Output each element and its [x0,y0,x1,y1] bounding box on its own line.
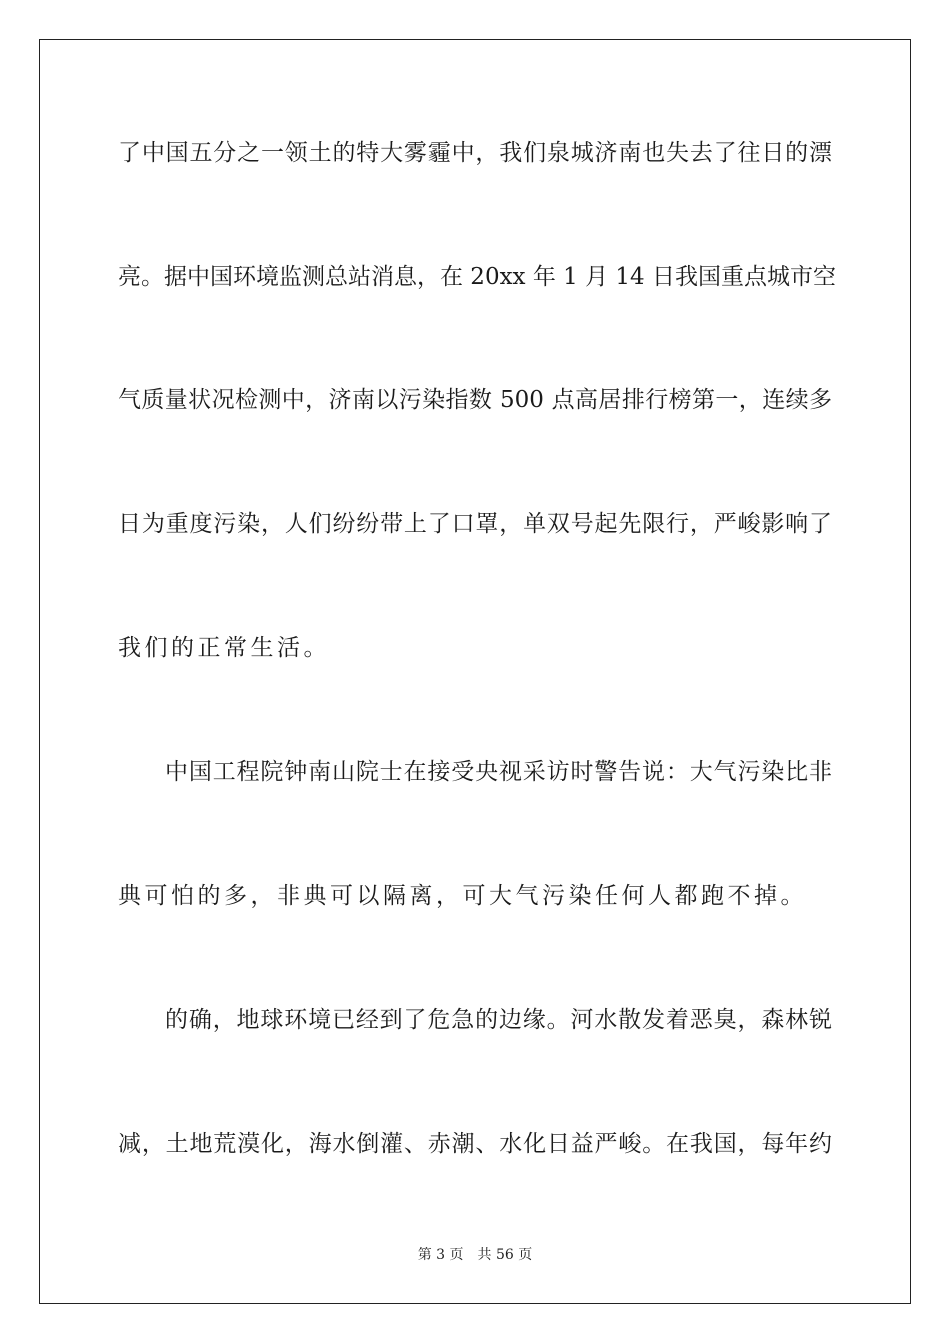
paragraph-first-line: 的确，地球环境已经到了危急的边缘。河水散发着恶臭，森林锐 [165,1007,832,1033]
text-line: 典可怕的多，非典可以隔离，可大气污染任何人都跑不掉。 [118,883,807,909]
page-total: 共 56 页 [477,1247,533,1263]
text-line: 了中国五分之一领土的特大雾霾中，我们泉城济南也失去了往日的漂 [118,140,832,166]
text-line: 日为重度污染，人们纷纷带上了口罩，单双号起先限行，严峻影响了 [118,511,832,537]
page-border [39,39,911,1304]
text-line: 减，土地荒漠化，海水倒灌、赤潮、水化日益严峻。在我国，每年约 [118,1131,832,1157]
text-line: 气质量状况检测中，济南以污染指数 500 点高居排行榜第一，连续多 [118,387,832,413]
paragraph-first-line: 中国工程院钟南山院士在接受央视采访时警告说：大气污染比非 [165,759,832,785]
text-line: 我们的正常生活。 [118,635,330,661]
page-footer [0,1246,950,1264]
page-number: 第 3 页 [417,1247,464,1263]
text-line: 亮。据中国环境监测总站消息，在 20xx 年 1 月 14 日我国重点城市空 [118,264,836,290]
